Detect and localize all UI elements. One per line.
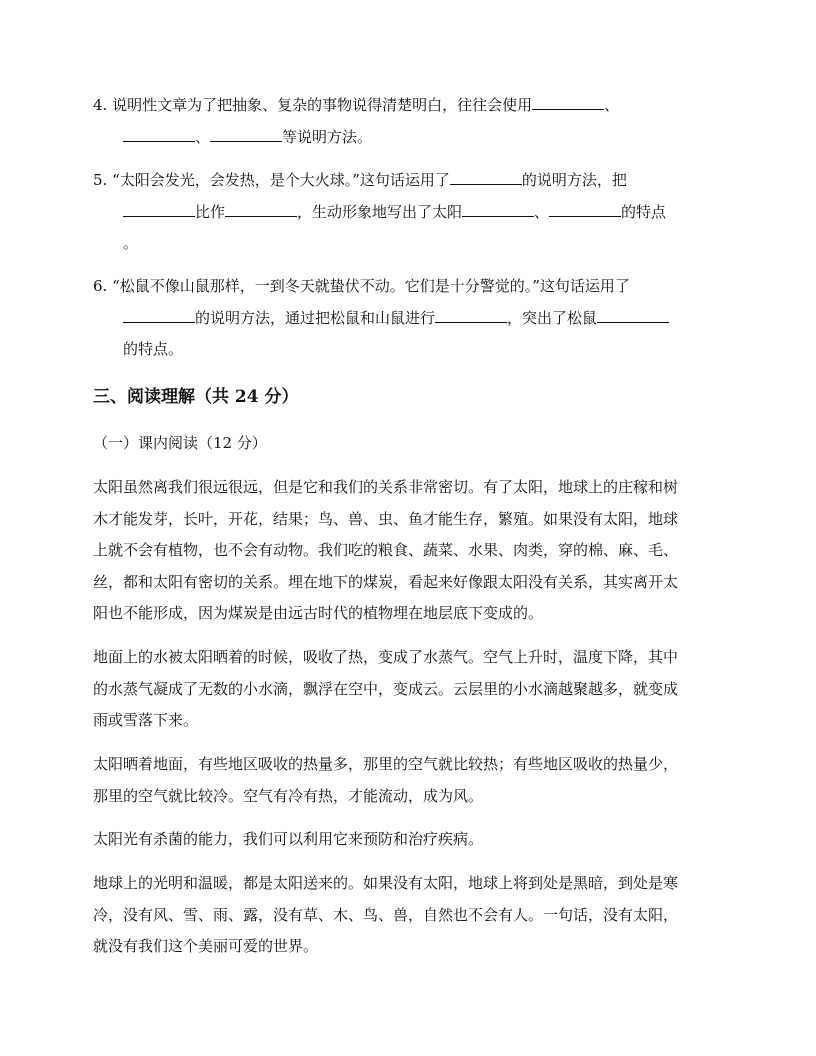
- question-line: [93, 122, 619, 154]
- question-text: 5. “太阳会发光，会发热，是个大火球。”这句话运用了: [93, 171, 450, 189]
- passage-line: 冷，没有风、雪、雨、露，没有草、木、鸟、兽，自然也不会有人。一句话，没有太阳，: [93, 905, 679, 924]
- question-4: [93, 90, 619, 153]
- question-text: 的特点: [621, 202, 667, 221]
- passage-paragraph: [93, 868, 733, 963]
- passage-paragraph: [93, 472, 733, 630]
- answer-blank[interactable]: [450, 167, 522, 185]
- answer-blank[interactable]: [462, 199, 534, 217]
- passage-line: 太阳光有杀菌的能力，我们可以利用它来预防和治疗疾病。: [93, 830, 484, 848]
- passage-paragraph: [93, 749, 733, 812]
- answer-blank[interactable]: [549, 199, 621, 217]
- passage-line: 上就不会有植物，也不会有动物。我们吃的粮食、蔬菜、水果、肉类，穿的棉、麻、毛、: [93, 541, 679, 559]
- question-text: 等说明方法。: [282, 127, 373, 146]
- section-subtitle: （一）课内阅读（12 分）: [93, 434, 267, 452]
- passage-line: 太阳晒着地面，有些地区吸收的热量多，那里的空气就比较热；有些地区吸收的热量少，: [93, 755, 679, 773]
- question-line: [93, 303, 669, 335]
- answer-blank[interactable]: [123, 199, 195, 217]
- question-line: [93, 228, 666, 260]
- passage-line: 地球上的光明和温暖，都是太阳送来的。如果没有太阳，地球上将到处是黑暗，到处是寒: [93, 874, 679, 892]
- answer-blank[interactable]: [210, 124, 282, 142]
- passage-line: 太阳虽然离我们很远很远，但是它和我们的关系非常密切。有了太阳，地球上的庄稼和树: [93, 478, 679, 496]
- section-title: 三、阅读理解（共 24 分）: [93, 387, 299, 407]
- question-text: ，生动形象地写出了太阳: [297, 202, 463, 221]
- question-5: [93, 165, 666, 260]
- passage-line: 雨或雪落下来。: [93, 711, 199, 729]
- question-text: 的特点。: [123, 340, 184, 358]
- question-text: ，突出了松鼠: [507, 308, 598, 327]
- question-line: [93, 197, 666, 229]
- passage-line: 木才能发芽，长叶，开花，结果；鸟、兽、虫、鱼才能生存，繁殖。如果没有太阳，地球: [93, 509, 679, 528]
- question-text: 6. “松鼠不像山鼠那样，一到冬天就蛰伏不动。它们是十分警觉的。”这句话运用了: [93, 277, 630, 295]
- question-text: 比作: [195, 202, 226, 221]
- passage-line: 地面上的水被太阳晒着的时候，吸收了热，变成了水蒸气。空气上升时，温度下降，其中: [93, 648, 679, 666]
- question-text: 、: [604, 96, 620, 114]
- answer-blank[interactable]: [123, 305, 195, 323]
- answer-blank[interactable]: [435, 305, 507, 323]
- answer-blank[interactable]: [532, 92, 604, 110]
- question-line: [93, 90, 619, 122]
- answer-blank[interactable]: [597, 305, 669, 323]
- answer-blank[interactable]: [123, 124, 195, 142]
- answer-blank[interactable]: [225, 199, 297, 217]
- passage-line: 就没有我们这个美丽可爱的世界。: [93, 937, 319, 955]
- passage-paragraph: [93, 824, 733, 856]
- question-line: [93, 271, 669, 303]
- question-line: [93, 334, 669, 366]
- question-text: 、: [195, 127, 211, 146]
- question-line: [93, 165, 666, 197]
- question-text: 4. 说明性文章为了把抽象、复杂的事物说得清楚明白，往往会使用: [93, 96, 533, 114]
- passage-line: 丝，都和太阳有密切的关系。埋在地下的煤炭，看起来好像跟太阳没有关系，其实离开太: [93, 572, 679, 591]
- question-text: 的说明方法，通过把松鼠和山鼠进行: [195, 308, 436, 327]
- passage-line: 阳也不能形成，因为煤炭是由远古时代的植物埋在地层底下变成的。: [93, 604, 544, 622]
- question-6: [93, 271, 669, 366]
- passage-line: 的水蒸气凝成了无数的小水滴，飘浮在空中，变成云。云层里的小水滴越聚越多，就变成: [93, 679, 679, 698]
- passage-line: 那里的空气就比较冷。空气有冷有热，才能流动，成为风。: [93, 786, 484, 805]
- question-text: 、: [534, 202, 550, 221]
- question-text: 的说明方法，把: [521, 171, 627, 189]
- question-text: 。: [123, 234, 139, 252]
- passage-paragraph: [93, 642, 733, 737]
